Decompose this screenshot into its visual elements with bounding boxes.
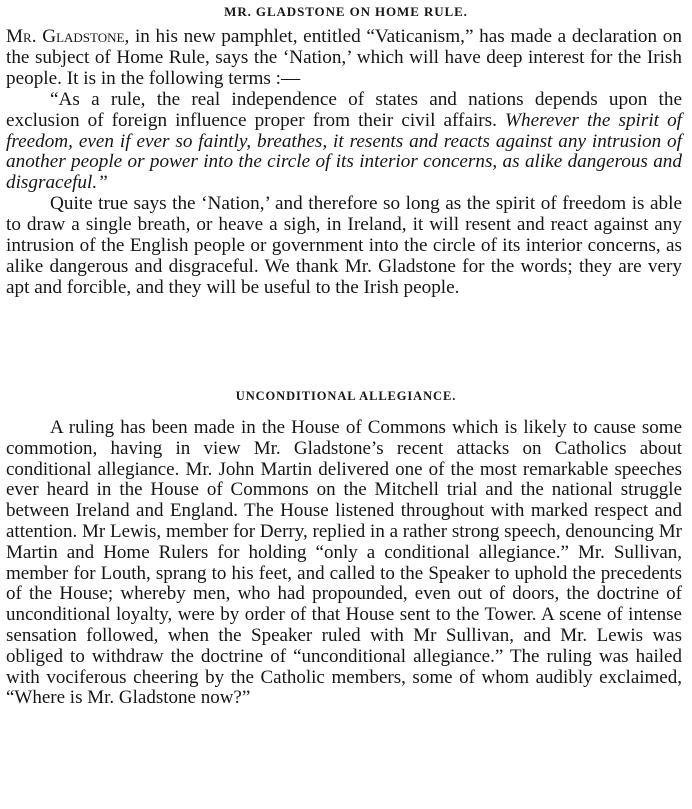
quoted-passage (6, 90, 682, 195)
intro-text: , in his new pamphlet, entitled “Vaticanism,” has made a declaration on the subject of Home Rule, says the ‘Nation,’ which will have deep interest for the Irish people. It is in the following terms :— (6, 26, 682, 89)
article-title: MR. GLADSTONE ON HOME RULE. (224, 4, 468, 19)
lead-name: Mr. Gladstone (6, 26, 125, 47)
article-body (6, 27, 682, 299)
section-title: UNCONDITIONAL ALLEGIANCE. (235, 389, 457, 403)
quote-roman: “As a rule, the real independence of states and nations depends upon the exclusion of foreign influence proper from their civil affairs. (6, 88, 682, 131)
section-body (6, 418, 682, 709)
section-paragraph: A ruling has been made in the House of Commons which is likely to cause some commotion, having in view Mr. Gladstone’s recent attacks on Catholics about conditional allegiance. Mr. John Martin delivered one of the most remarkable speeches ever heard in the House of Commons on the Mitchell trial and the national struggle between Ireland and England. The House listened throughout with marked respect and attention. Mr Lewis, member for Derry, replied in a rather strong speech, denouncing Mr Martin and Home Rulers for holding “only a conditional allegiance.” Mr. Sullivan, member for Louth, sprang to his feet, and called to the Speaker to uphold the precedents of the House; whereby men, who had propounded, even out of doors, the doctrine of unconditional loyalty, were by order of that House sent to the Tower. A scene of intense sensation followed, when the Speaker ruled with Mr Sullivan, and Mr. Lewis was obliged to withdraw the doctrine of “unconditional allegiance.” The ruling was hailed with vociferous cheering by the Catholic members, some of whom audibly exclaimed, “Where is Mr. Gladstone now?” (6, 417, 682, 709)
quote-italic: Wherever the spirit of freedom, even if ever so faintly, breathes, it resents and reacts against any intrusion of another people or power into the circle of its interior concerns, as alike dangerous and disgraceful.” (6, 109, 682, 194)
comment-paragraph: Quite true says the ‘Nation,’ and therefore so long as the spirit of freedom is able to draw a single breath, or heave a sigh, in Ireland, it will resent and react against any intrusion of the English people or government into the circle of its interior concerns, as alike dangerous and disgraceful. We thank Mr. Gladstone for the words; they are very apt and forcible, and they will be useful to the Irish people. (6, 193, 682, 298)
intro-paragraph (6, 27, 682, 90)
